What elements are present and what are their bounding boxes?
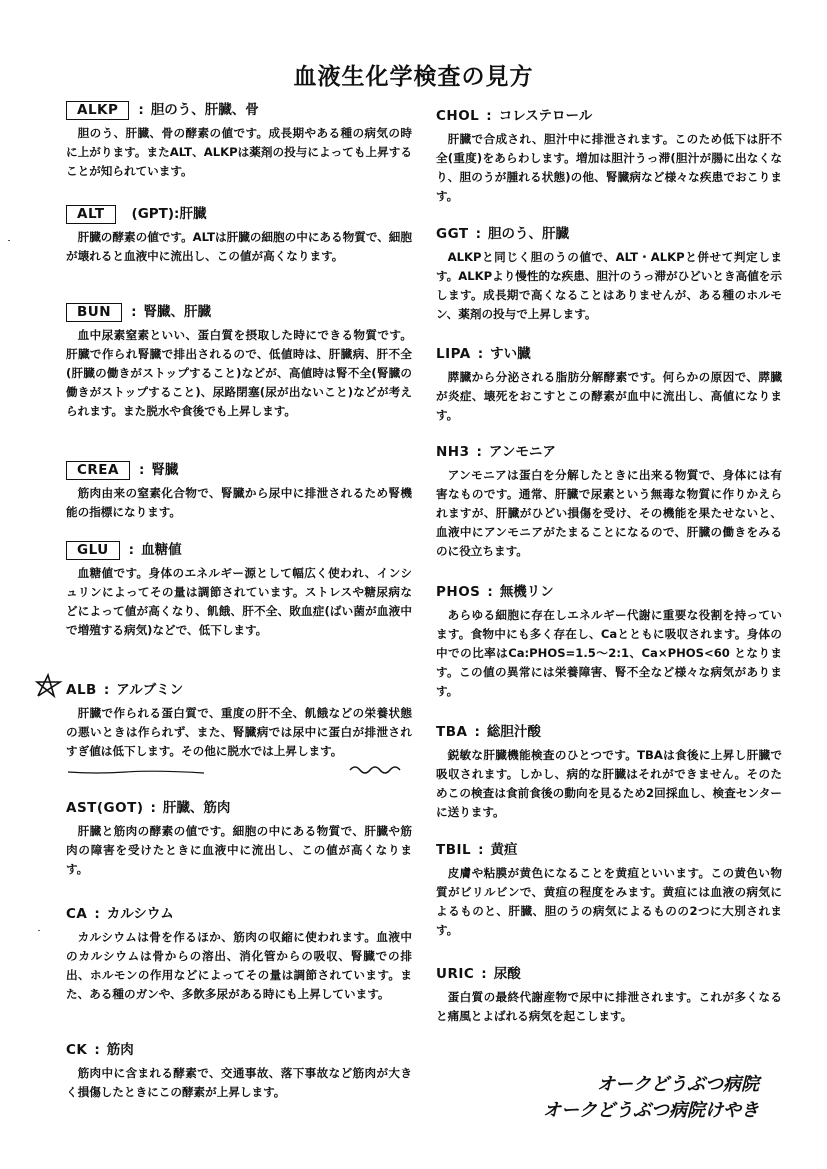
test-description: 胆のう、肝臓、骨の酵素の値です。成長期やある種の病気の時に上がります。またALT、ALKPは薬剤の投与によっても上昇することが知られています。 — [66, 126, 412, 178]
test-code: TBIL — [436, 842, 472, 858]
section-crea — [66, 460, 412, 522]
separator: : — [150, 800, 156, 816]
section-heading — [436, 442, 782, 464]
scan-dot — [8, 240, 10, 241]
section-heading — [436, 722, 782, 744]
test-code: LIPA — [436, 346, 471, 362]
section-alkp — [66, 100, 412, 181]
test-organ: 腎臓 — [151, 462, 179, 478]
test-organ: 血糖値 — [141, 542, 182, 558]
separator: : — [94, 906, 100, 922]
test-description: アンモニアは蛋白を分解したときに出来る物質で、身体には有害なものです。通常、肝臓で尿素という無毒な物質に作りかえられますが、肝臓がひどい損傷を受け、その機能を果たせないと、血液中にアンモニアがたまることになるので、肝臓の働きをみるのに役立ちます。 — [436, 468, 782, 558]
separator: : — [138, 462, 145, 478]
test-code: AST(GOT) — [66, 800, 144, 816]
test-code: ALB — [66, 682, 97, 698]
separator: : — [475, 226, 482, 242]
wavy-underline-icon — [348, 762, 406, 776]
section-glu — [66, 540, 412, 640]
test-description: 筋肉由来の窒素化合物で、腎臓から尿中に排泄されるため腎機能の指標になります。 — [66, 486, 412, 519]
section-tba — [436, 722, 782, 822]
test-description: 血中尿素窒素といい、蛋白質を摂取した時にできる物質です。肝臓で作られ腎臓で排出されるので、低値時は、肝臓病、肝不全(肝臓の働きがストップすること)などが、高値時は腎不全(腎臓の働きがストップすること)、尿路閉塞(尿が出ないこと)などが考えられます。また脱水や食後でも上昇します。 — [66, 328, 412, 418]
separator: : — [138, 102, 144, 118]
section-heading — [436, 344, 782, 366]
test-organ: 総胆汁酸 — [486, 724, 541, 740]
section-heading — [436, 582, 782, 604]
separator: : — [474, 724, 480, 740]
test-description: 肝臓の酵素の値です。ALTは肝臓の細胞の中にある物質で、細胞が壊れると血液中に流出し、この値が高くなります。 — [66, 230, 412, 263]
separator: : — [103, 682, 110, 698]
separator: : — [94, 1042, 100, 1058]
test-organ: 無機リン — [499, 584, 554, 600]
test-organ: コレステロール — [498, 108, 593, 124]
test-organ: 胆のう、肝臓、骨 — [150, 102, 259, 118]
test-description: 筋肉中に含まれる酵素で、交通事故、落下事故など筋肉が大きく損傷したときにこの酵素が上昇します。 — [66, 1066, 412, 1099]
test-organ: 肝臓、筋肉 — [162, 800, 231, 816]
test-description: 蛋白質の最終代謝産物で尿中に排泄されます。これが多くなると痛風とよばれる病気を起こします。 — [436, 990, 782, 1023]
separator: : — [131, 304, 137, 320]
test-code: ALKP — [66, 101, 129, 120]
test-code: NH3 — [436, 444, 470, 460]
separator: : — [476, 444, 482, 460]
separator: : — [128, 542, 135, 558]
section-heading — [66, 204, 412, 226]
section-bun — [66, 302, 412, 421]
test-code: CHOL — [436, 108, 480, 124]
section-ca — [66, 904, 412, 1004]
section-heading — [436, 224, 782, 246]
test-description: 鋭敏な肝臓機能検査のひとつです。TBAは食後に上昇し肝臓で吸収されます。しかし、病的な肝臓はそれができません。そのためこの検査は食前食後の動向を見るため2回採血し、検査センターに送ります。 — [436, 748, 782, 819]
separator: : — [481, 966, 487, 982]
clinic-name-1: オークどうぶつ病院 — [597, 1074, 759, 1095]
test-organ: アンモニア — [488, 444, 556, 460]
test-code: BUN — [66, 303, 122, 322]
section-ast — [66, 798, 412, 879]
test-code: CA — [66, 906, 88, 922]
section-heading — [436, 106, 782, 128]
test-organ: 胆のう、肝臓 — [488, 226, 570, 242]
test-description: 膵臓から分泌される脂肪分解酵素です。何らかの原因で、膵臓が炎症、壊死をおこすとこの酵素が血中に流出し、高値になります。 — [436, 370, 782, 422]
separator: : — [477, 346, 484, 362]
test-code: GGT — [436, 226, 469, 242]
star-scribble-icon — [34, 672, 64, 700]
section-alt — [66, 204, 412, 266]
section-heading — [66, 100, 412, 122]
test-description: ALKPと同じく胆のうの値で、ALT・ALKPと併せて判定します。ALKPより慢性的な疾患、胆汁のうっ滞がひどいとき高値を示します。成長期で高くなることはありませんが、ある種のホルモン、薬剤の投与で上昇します。 — [436, 250, 782, 321]
test-organ: 黄疸 — [490, 842, 518, 858]
test-description: 肝臓で合成され、胆汁中に排泄されます。このため低下は肝不全(重度)をあらわします。増加は胆汁うっ滞(胆汁が腸に出なくなり、胆のうが腫れる状態)の他、腎臓病など様々な疾患でおこります。 — [436, 132, 782, 203]
test-code: TBA — [436, 724, 468, 740]
section-tbil — [436, 840, 782, 940]
page-title: 血液生化学検査の見方 — [293, 64, 534, 90]
section-chol — [436, 106, 782, 206]
section-heading — [66, 904, 412, 926]
separator: : — [486, 108, 492, 124]
section-lipa — [436, 344, 782, 425]
test-code: GLU — [66, 541, 120, 560]
separator: : — [487, 584, 493, 600]
section-heading — [66, 540, 412, 562]
test-code: URIC — [436, 966, 475, 982]
section-alb — [66, 680, 412, 761]
section-nh3 — [436, 442, 782, 561]
section-uric — [436, 964, 782, 1026]
test-description: 肝臓と筋肉の酵素の値です。細胞の中にある物質で、肝臓や筋肉の障害を受けたときに血液中に流出し、この値が高くなります。 — [66, 824, 412, 876]
section-heading — [66, 302, 412, 324]
test-organ: 筋肉 — [106, 1042, 134, 1058]
section-phos — [436, 582, 782, 701]
test-organ: (GPT):肝臓 — [131, 206, 207, 222]
test-description: カルシウムは骨を作るほか、筋肉の収縮に使われます。血液中のカルシウムは骨からの溶出、消化管からの吸収、腎臓での排出、ホルモンの作用などによってその量は調節されています。また、ある種のガンや、多飲多尿がある時にも上昇しています。 — [66, 930, 412, 1001]
section-ggt — [436, 224, 782, 324]
test-description: あらゆる細胞に存在しエネルギー代謝に重要な役割を持っています。食物中にも多く存在し、Caとともに吸収されます。身体の中での比率はCa:PHOS=1.5〜2:1、Ca×PHOS<60 となります。この値の異常には栄養障害、腎不全など様々な病気があります。 — [436, 608, 782, 698]
test-description: 皮膚や粘膜が黄色になることを黄疸といいます。この黄色い物質がビリルビンで、黄疸の程度をみます。黄疸には血液の病気によるものと、肝臓、胆のうの病気によるものの2つに大別されます。 — [436, 866, 782, 937]
underline-stroke-icon — [66, 768, 206, 776]
test-organ: アルブミン — [116, 682, 184, 698]
section-ck — [66, 1040, 412, 1102]
section-heading — [66, 798, 412, 820]
test-description: 肝臓で作られる蛋白質で、重度の肝不全、飢餓などの栄養状態の悪いときは作られず、また、腎臓病では尿中に蛋白が排泄されすぎ値は低下します。その他に脱水では上昇します。 — [66, 706, 412, 758]
section-heading — [66, 1040, 412, 1062]
scan-dot — [38, 930, 40, 931]
test-organ: すい臓 — [490, 346, 531, 362]
section-heading — [436, 964, 782, 986]
test-code: ALT — [66, 205, 116, 224]
test-description: 血糖値です。身体のエネルギー源として幅広く使われ、インシュリンによってその量は調節されています。ストレスや糖尿病などによって値が高くなり、飢餓、肝不全、敗血症(ばい菌が血液中で増殖する病気)などで、低下します。 — [66, 566, 412, 637]
test-code: PHOS — [436, 584, 481, 600]
section-heading — [66, 680, 412, 702]
test-code: CREA — [66, 461, 130, 480]
test-organ: カルシウム — [106, 906, 174, 922]
section-heading — [66, 460, 412, 482]
test-organ: 腎臓、肝臓 — [143, 304, 211, 320]
separator: : — [478, 842, 484, 858]
section-heading — [436, 840, 782, 862]
test-code: CK — [66, 1042, 88, 1058]
test-organ: 尿酸 — [493, 966, 521, 982]
clinic-name-2: オークどうぶつ病院けやき — [543, 1100, 759, 1121]
